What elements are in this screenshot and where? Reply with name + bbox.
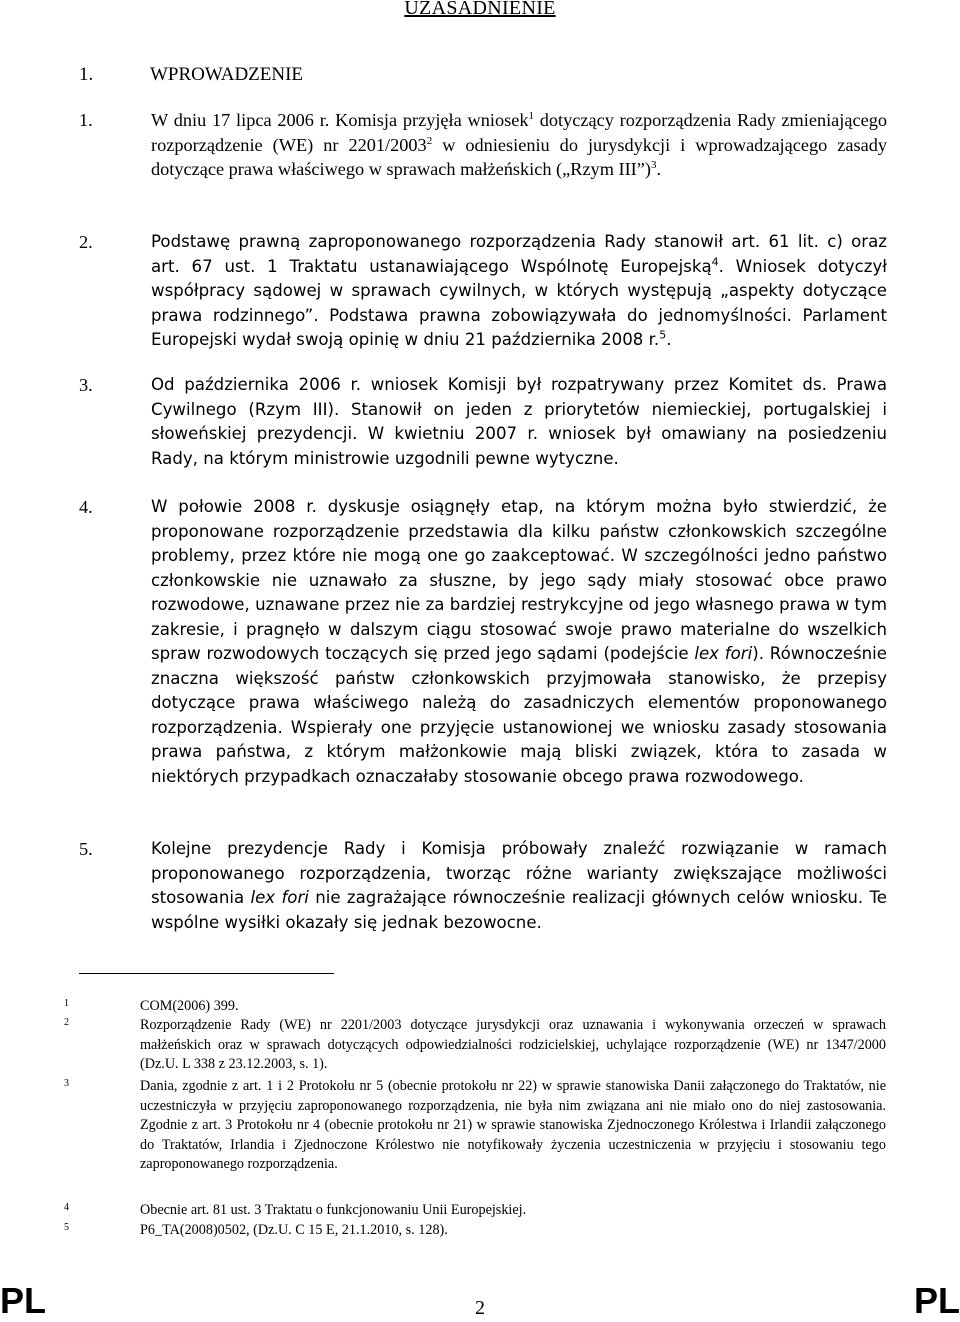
- paragraph-text: [151, 495, 887, 789]
- paragraph-text-segment: Kolejne prezydencje Rady i Komisja próbowały znaleźć rozwiązanie w ramach proponowanego rozporządzenia, tworząc różne warianty zwiększające możliwości stosowania: [151, 839, 887, 907]
- footnote-4: [64, 1201, 886, 1221]
- paragraph-text-segment: dotyczący rozporządzenia Rady zmieniającego rozporządzenie (WE) nr 2201/2003: [151, 110, 887, 155]
- paragraph-5: [79, 837, 887, 935]
- italic-term: lex fori: [694, 644, 753, 663]
- footnote-number: 1: [64, 998, 69, 1009]
- paragraph-text-segment: .: [666, 330, 672, 349]
- footnote-3: [64, 1077, 886, 1175]
- section-number: 1.: [79, 64, 94, 85]
- footnote-number: 3: [64, 1078, 69, 1089]
- italic-term: lex fori: [250, 888, 309, 907]
- section-title: WPROWADZENIE: [150, 64, 304, 85]
- paragraph-number: 3.: [79, 375, 93, 395]
- paragraph-1: [79, 108, 887, 182]
- footnote-text: Rozporządzenie Rady (WE) nr 2201/2003 dotyczące jurysdykcji oraz uznawania i wykonywania orzeczeń w sprawach małżeńskich oraz w sprawach dotyczących odpowiedzialności rodzicielskiej, uchylające rozporządzenie (WE) nr 1347/2000 (Dz.U. L 338 z 23.12.2003, s. 1).: [140, 1017, 886, 1072]
- document-title: [0, 0, 960, 20]
- paragraph-text-segment: .: [656, 159, 662, 179]
- footnote-ref[interactable]: 5: [659, 328, 667, 342]
- paragraph-4: [79, 495, 887, 789]
- paragraph-text: [151, 837, 887, 935]
- paragraph-text: Od października 2006 r. wniosek Komisji był rozpatrywany przez Komitet ds. Prawa Cywilnego (Rzym III). Stanowił on jeden z priorytetów niemieckiej, portugalskiej i słoweńskiej prezydencji. W kwietniu 2007 r. wniosek był omawiany na posiedzeniu Rady, na którym ministrowie uzgodnili pewne wytyczne.: [151, 375, 887, 468]
- footer-language-left: PL: [0, 1280, 47, 1321]
- footnote-5: [64, 1221, 886, 1241]
- paragraph-number: 4.: [79, 497, 93, 517]
- paragraph-text-segment: W połowie 2008 r. dyskusje osiągnęły etap, na którym można było stwierdzić, że proponowane rozporządzenie przedstawia dla kilku państw członkowskich szczególne problemy, przez które nie mogą one go zaakceptować. W szczególności jedno państwo członkowskie nie uznawało za słuszne, by jego sądy miały stosować obce prawo rozwodowe, uznawane przez nie za bardziej restrykcyjne od jego własnego prawa w tym zakresie, i pragnęło w dalszym ciągu stosować swoje prawo materialne do wszelkich spraw rozwodowych toczących się przed jego sądami (podejście: [151, 497, 887, 663]
- paragraph-text-segment: . Wniosek dotyczył współpracy sądowej w sprawach cywilnych, w których występują „aspekty dotyczące prawa rodzinnego”. Podstawa prawna zobowiązywała do jednomyślności. Parlament Europejski wydał swoją opinię w dniu 21 października 2008 r.: [151, 256, 887, 349]
- paragraph-number: 2.: [79, 232, 93, 252]
- title-text: UZASADNIENIE: [404, 0, 556, 19]
- footer-language-right: PL: [913, 1280, 960, 1321]
- paragraph-text: [151, 108, 887, 182]
- paragraph-text-segment: W dniu 17 lipca 2006 r. Komisja przyjęła wniosek: [151, 110, 529, 130]
- footnote-number: 4: [64, 1202, 69, 1213]
- section-heading: [79, 64, 303, 86]
- footnote-ref[interactable]: 4: [711, 254, 719, 268]
- footnote-2: [64, 1016, 886, 1075]
- paragraph-text: [151, 230, 887, 353]
- footnote-number: 2: [64, 1017, 69, 1028]
- footnote-number: 5: [64, 1222, 69, 1233]
- paragraph-text-segment: w odniesieniu do jurysdykcji i wprowadzającego zasady dotyczące prawa właściwego w sprawach małżeńskich („Rzym III”): [151, 134, 887, 179]
- paragraph-number: 1.: [79, 110, 93, 130]
- paragraph-text-segment: nie zagrażające równocześnie realizacji głównych celów wniosku. Te wspólne wysiłki okazały się jednak bezowocne.: [151, 888, 887, 932]
- footnote-1: [64, 997, 886, 1017]
- footnote-text: P6_TA(2008)0502, (Dz.U. C 15 E, 21.1.2010, s. 128).: [140, 1222, 448, 1238]
- paragraph-3: [79, 373, 887, 471]
- paragraph-2: [79, 230, 887, 353]
- page-number: 2: [475, 1297, 485, 1319]
- paragraph-number: 5.: [79, 839, 93, 859]
- footnote-ref[interactable]: 3: [650, 158, 657, 171]
- paragraph-text-segment: ). Równocześnie znaczna większość państw członkowskich przyjmowała stanowisko, że przepisy dotyczące prawa właściwego należą do zasadniczych elementów proponowanego rozporządzenia. Wspierały one przyjęcie ustanowionej we wniosku zasady stosowania prawa państwa, z którym małżonkowie mają bliski związek, która to zasada w niektórych przypadkach oznaczałaby stosowanie obcego prawa rozwodowego.: [151, 644, 887, 786]
- footnote-text: Obecnie art. 81 ust. 3 Traktatu o funkcjonowaniu Unii Europejskiej.: [140, 1202, 527, 1218]
- footnote-text: COM(2006) 399.: [140, 998, 239, 1014]
- paragraph-text-segment: Podstawę prawną zaproponowanego rozporządzenia Rady stanowił art. 61 lit. c) oraz art. 67 ust. 1 Traktatu ustanawiającego Wspólnotę Europejską: [151, 232, 887, 276]
- footnote-separator: [79, 973, 334, 974]
- footnote-ref[interactable]: 2: [426, 134, 433, 147]
- footnote-text: Dania, zgodnie z art. 1 i 2 Protokołu nr 5 (obecnie protokołu nr 22) w sprawie stanowiska Danii załączonego do Traktatów, nie uczestniczyła w przyjęciu zaproponowanego rozporządzenia, nie była nim związana ani nie miało ono do niej zastosowania. Zgodnie z art. 3 Protokołu nr 4 (obecnie protokołu nr 21) w sprawie stanowiska Zjednoczonego Królestwa i Irlandii załączonego do Traktatów, Irlandia i Zjednoczone Królestwo nie notyfikowały życzenia uczestniczenia w przyjęciu i stosowaniu tego zaproponowanego rozporządzenia.: [140, 1078, 886, 1172]
- footnote-ref[interactable]: 1: [528, 109, 534, 122]
